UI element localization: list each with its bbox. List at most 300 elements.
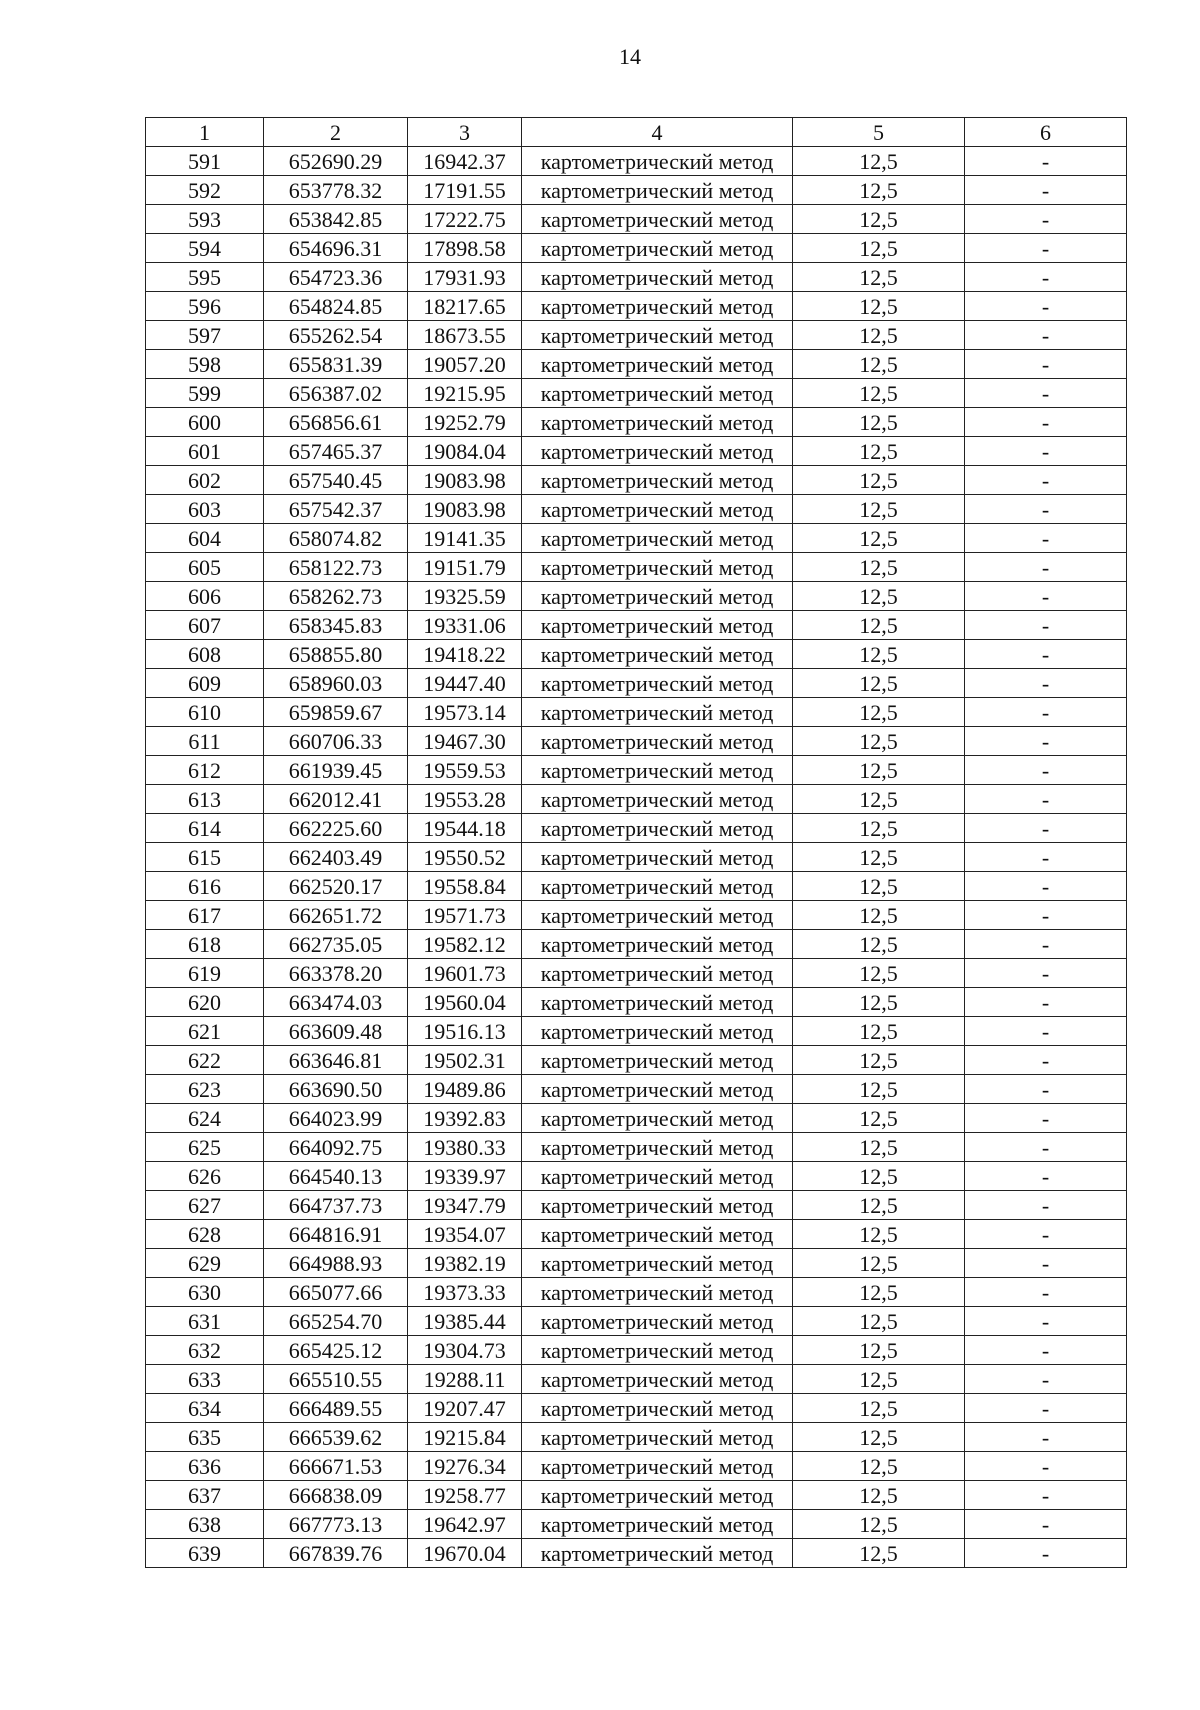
note-cell: - — [965, 147, 1127, 176]
table-row — [146, 1510, 1127, 1539]
accuracy-cell: 12,5 — [793, 988, 965, 1017]
method-cell: картометрический метод — [522, 1133, 793, 1162]
x-coordinate-cell: 654696.31 — [264, 234, 408, 263]
y-coordinate-cell: 17191.55 — [408, 176, 522, 205]
y-coordinate-cell: 19544.18 — [408, 814, 522, 843]
note-cell: - — [965, 1539, 1127, 1568]
point-number-cell: 599 — [146, 379, 264, 408]
accuracy-cell: 12,5 — [793, 930, 965, 959]
method-cell: картометрический метод — [522, 1307, 793, 1336]
y-coordinate-cell: 19339.97 — [408, 1162, 522, 1191]
note-cell: - — [965, 176, 1127, 205]
x-coordinate-cell: 667839.76 — [264, 1539, 408, 1568]
table-row — [146, 524, 1127, 553]
note-cell: - — [965, 1046, 1127, 1075]
y-coordinate-cell: 16942.37 — [408, 147, 522, 176]
note-cell: - — [965, 669, 1127, 698]
table-row — [146, 1539, 1127, 1568]
accuracy-cell: 12,5 — [793, 1510, 965, 1539]
y-coordinate-cell: 19382.19 — [408, 1249, 522, 1278]
method-cell: картометрический метод — [522, 466, 793, 495]
y-coordinate-cell: 19215.95 — [408, 379, 522, 408]
column-header-1: 1 — [146, 118, 264, 147]
point-number-cell: 630 — [146, 1278, 264, 1307]
y-coordinate-cell: 19288.11 — [408, 1365, 522, 1394]
method-cell: картометрический метод — [522, 814, 793, 843]
x-coordinate-cell: 657540.45 — [264, 466, 408, 495]
y-coordinate-cell: 19559.53 — [408, 756, 522, 785]
accuracy-cell: 12,5 — [793, 959, 965, 988]
method-cell: картометрический метод — [522, 234, 793, 263]
note-cell: - — [965, 1191, 1127, 1220]
method-cell: картометрический метод — [522, 1336, 793, 1365]
method-cell: картометрический метод — [522, 1510, 793, 1539]
y-coordinate-cell: 19252.79 — [408, 408, 522, 437]
y-coordinate-cell: 19571.73 — [408, 901, 522, 930]
note-cell: - — [965, 1510, 1127, 1539]
method-cell: картометрический метод — [522, 321, 793, 350]
x-coordinate-cell: 664023.99 — [264, 1104, 408, 1133]
note-cell: - — [965, 756, 1127, 785]
point-number-cell: 631 — [146, 1307, 264, 1336]
table-row — [146, 1046, 1127, 1075]
note-cell: - — [965, 263, 1127, 292]
table-row — [146, 872, 1127, 901]
point-number-cell: 624 — [146, 1104, 264, 1133]
point-number-cell: 606 — [146, 582, 264, 611]
accuracy-cell: 12,5 — [793, 205, 965, 234]
accuracy-cell: 12,5 — [793, 1336, 965, 1365]
accuracy-cell: 12,5 — [793, 495, 965, 524]
note-cell: - — [965, 495, 1127, 524]
note-cell: - — [965, 1278, 1127, 1307]
table-row — [146, 1394, 1127, 1423]
table-row — [146, 698, 1127, 727]
table-row — [146, 1104, 1127, 1133]
accuracy-cell: 12,5 — [793, 814, 965, 843]
x-coordinate-cell: 656387.02 — [264, 379, 408, 408]
y-coordinate-cell: 19385.44 — [408, 1307, 522, 1336]
x-coordinate-cell: 666489.55 — [264, 1394, 408, 1423]
method-cell: картометрический метод — [522, 1394, 793, 1423]
column-header-4: 4 — [522, 118, 793, 147]
accuracy-cell: 12,5 — [793, 843, 965, 872]
table-row — [146, 756, 1127, 785]
y-coordinate-cell: 19347.79 — [408, 1191, 522, 1220]
table-row — [146, 321, 1127, 350]
table-row — [146, 930, 1127, 959]
note-cell: - — [965, 1017, 1127, 1046]
point-number-cell: 619 — [146, 959, 264, 988]
table-row — [146, 988, 1127, 1017]
point-number-cell: 611 — [146, 727, 264, 756]
method-cell: картометрический метод — [522, 785, 793, 814]
method-cell: картометрический метод — [522, 1481, 793, 1510]
accuracy-cell: 12,5 — [793, 1365, 965, 1394]
point-number-cell: 633 — [146, 1365, 264, 1394]
accuracy-cell: 12,5 — [793, 901, 965, 930]
accuracy-cell: 12,5 — [793, 756, 965, 785]
method-cell: картометрический метод — [522, 1423, 793, 1452]
note-cell: - — [965, 292, 1127, 321]
point-number-cell: 634 — [146, 1394, 264, 1423]
y-coordinate-cell: 19084.04 — [408, 437, 522, 466]
note-cell: - — [965, 727, 1127, 756]
y-coordinate-cell: 17931.93 — [408, 263, 522, 292]
column-header-6: 6 — [965, 118, 1127, 147]
point-number-cell: 616 — [146, 872, 264, 901]
point-number-cell: 613 — [146, 785, 264, 814]
y-coordinate-cell: 19325.59 — [408, 582, 522, 611]
note-cell: - — [965, 1249, 1127, 1278]
method-cell: картометрический метод — [522, 1278, 793, 1307]
x-coordinate-cell: 663646.81 — [264, 1046, 408, 1075]
accuracy-cell: 12,5 — [793, 1075, 965, 1104]
table-row — [146, 727, 1127, 756]
x-coordinate-cell: 658345.83 — [264, 611, 408, 640]
point-number-cell: 632 — [146, 1336, 264, 1365]
point-number-cell: 598 — [146, 350, 264, 379]
point-number-cell: 602 — [146, 466, 264, 495]
accuracy-cell: 12,5 — [793, 1046, 965, 1075]
table-row — [146, 1423, 1127, 1452]
method-cell: картометрический метод — [522, 1017, 793, 1046]
y-coordinate-cell: 19258.77 — [408, 1481, 522, 1510]
accuracy-cell: 12,5 — [793, 437, 965, 466]
note-cell: - — [965, 698, 1127, 727]
y-coordinate-cell: 19550.52 — [408, 843, 522, 872]
table-row — [146, 205, 1127, 234]
table-row — [146, 147, 1127, 176]
point-number-cell: 595 — [146, 263, 264, 292]
note-cell: - — [965, 524, 1127, 553]
point-number-cell: 615 — [146, 843, 264, 872]
point-number-cell: 638 — [146, 1510, 264, 1539]
table-row — [146, 1481, 1127, 1510]
point-number-cell: 635 — [146, 1423, 264, 1452]
method-cell: картометрический метод — [522, 930, 793, 959]
accuracy-cell: 12,5 — [793, 466, 965, 495]
accuracy-cell: 12,5 — [793, 640, 965, 669]
table-row — [146, 582, 1127, 611]
x-coordinate-cell: 658960.03 — [264, 669, 408, 698]
accuracy-cell: 12,5 — [793, 698, 965, 727]
y-coordinate-cell: 19642.97 — [408, 1510, 522, 1539]
x-coordinate-cell: 664988.93 — [264, 1249, 408, 1278]
table-row — [146, 1452, 1127, 1481]
method-cell: картометрический метод — [522, 1249, 793, 1278]
table-row — [146, 1133, 1127, 1162]
x-coordinate-cell: 665510.55 — [264, 1365, 408, 1394]
accuracy-cell: 12,5 — [793, 408, 965, 437]
y-coordinate-cell: 19141.35 — [408, 524, 522, 553]
note-cell: - — [965, 350, 1127, 379]
x-coordinate-cell: 663609.48 — [264, 1017, 408, 1046]
x-coordinate-cell: 663474.03 — [264, 988, 408, 1017]
x-coordinate-cell: 661939.45 — [264, 756, 408, 785]
x-coordinate-cell: 665077.66 — [264, 1278, 408, 1307]
accuracy-cell: 12,5 — [793, 263, 965, 292]
y-coordinate-cell: 19151.79 — [408, 553, 522, 582]
point-number-cell: 623 — [146, 1075, 264, 1104]
method-cell: картометрический метод — [522, 379, 793, 408]
header-row — [146, 118, 1127, 147]
x-coordinate-cell: 662225.60 — [264, 814, 408, 843]
method-cell: картометрический метод — [522, 1046, 793, 1075]
x-coordinate-cell: 655831.39 — [264, 350, 408, 379]
table-row — [146, 176, 1127, 205]
note-cell: - — [965, 1452, 1127, 1481]
accuracy-cell: 12,5 — [793, 321, 965, 350]
x-coordinate-cell: 667773.13 — [264, 1510, 408, 1539]
table-row — [146, 1017, 1127, 1046]
note-cell: - — [965, 988, 1127, 1017]
method-cell: картометрический метод — [522, 147, 793, 176]
y-coordinate-cell: 19057.20 — [408, 350, 522, 379]
table-row — [146, 901, 1127, 930]
table-row — [146, 843, 1127, 872]
y-coordinate-cell: 19558.84 — [408, 872, 522, 901]
y-coordinate-cell: 19331.06 — [408, 611, 522, 640]
point-number-cell: 627 — [146, 1191, 264, 1220]
y-coordinate-cell: 19215.84 — [408, 1423, 522, 1452]
table-row — [146, 814, 1127, 843]
accuracy-cell: 12,5 — [793, 1249, 965, 1278]
accuracy-cell: 12,5 — [793, 1220, 965, 1249]
table-row — [146, 234, 1127, 263]
y-coordinate-cell: 19380.33 — [408, 1133, 522, 1162]
accuracy-cell: 12,5 — [793, 1452, 965, 1481]
method-cell: картометрический метод — [522, 582, 793, 611]
method-cell: картометрический метод — [522, 495, 793, 524]
table-row — [146, 1220, 1127, 1249]
y-coordinate-cell: 19573.14 — [408, 698, 522, 727]
x-coordinate-cell: 652690.29 — [264, 147, 408, 176]
x-coordinate-cell: 655262.54 — [264, 321, 408, 350]
method-cell: картометрический метод — [522, 698, 793, 727]
table-row — [146, 292, 1127, 321]
x-coordinate-cell: 665425.12 — [264, 1336, 408, 1365]
method-cell: картометрический метод — [522, 727, 793, 756]
accuracy-cell: 12,5 — [793, 669, 965, 698]
page-number: 14 — [619, 44, 641, 69]
point-number-cell: 626 — [146, 1162, 264, 1191]
method-cell: картометрический метод — [522, 205, 793, 234]
point-number-cell: 639 — [146, 1539, 264, 1568]
note-cell: - — [965, 930, 1127, 959]
note-cell: - — [965, 321, 1127, 350]
note-cell: - — [965, 466, 1127, 495]
point-number-cell: 605 — [146, 553, 264, 582]
accuracy-cell: 12,5 — [793, 611, 965, 640]
note-cell: - — [965, 1423, 1127, 1452]
point-number-cell: 592 — [146, 176, 264, 205]
accuracy-cell: 12,5 — [793, 1017, 965, 1046]
method-cell: картометрический метод — [522, 263, 793, 292]
y-coordinate-cell: 19373.33 — [408, 1278, 522, 1307]
point-number-cell: 603 — [146, 495, 264, 524]
note-cell: - — [965, 1481, 1127, 1510]
point-number-cell: 614 — [146, 814, 264, 843]
x-coordinate-cell: 657465.37 — [264, 437, 408, 466]
y-coordinate-cell: 19354.07 — [408, 1220, 522, 1249]
x-coordinate-cell: 658122.73 — [264, 553, 408, 582]
point-number-cell: 597 — [146, 321, 264, 350]
method-cell: картометрический метод — [522, 437, 793, 466]
y-coordinate-cell: 19083.98 — [408, 466, 522, 495]
x-coordinate-cell: 664092.75 — [264, 1133, 408, 1162]
table-row — [146, 1075, 1127, 1104]
note-cell: - — [965, 843, 1127, 872]
accuracy-cell: 12,5 — [793, 1162, 965, 1191]
x-coordinate-cell: 666671.53 — [264, 1452, 408, 1481]
method-cell: картометрический метод — [522, 1452, 793, 1481]
table-row — [146, 1191, 1127, 1220]
accuracy-cell: 12,5 — [793, 1307, 965, 1336]
accuracy-cell: 12,5 — [793, 872, 965, 901]
x-coordinate-cell: 658855.80 — [264, 640, 408, 669]
table-row — [146, 1278, 1127, 1307]
x-coordinate-cell: 663378.20 — [264, 959, 408, 988]
point-number-cell: 608 — [146, 640, 264, 669]
x-coordinate-cell: 653778.32 — [264, 176, 408, 205]
method-cell: картометрический метод — [522, 292, 793, 321]
x-coordinate-cell: 657542.37 — [264, 495, 408, 524]
x-coordinate-cell: 660706.33 — [264, 727, 408, 756]
note-cell: - — [965, 1162, 1127, 1191]
y-coordinate-cell: 19560.04 — [408, 988, 522, 1017]
point-number-cell: 604 — [146, 524, 264, 553]
x-coordinate-cell: 654824.85 — [264, 292, 408, 321]
x-coordinate-cell: 662012.41 — [264, 785, 408, 814]
x-coordinate-cell: 658074.82 — [264, 524, 408, 553]
y-coordinate-cell: 19447.40 — [408, 669, 522, 698]
x-coordinate-cell: 662520.17 — [264, 872, 408, 901]
accuracy-cell: 12,5 — [793, 147, 965, 176]
method-cell: картометрический метод — [522, 1365, 793, 1394]
method-cell: картометрический метод — [522, 350, 793, 379]
method-cell: картометрический метод — [522, 524, 793, 553]
accuracy-cell: 12,5 — [793, 176, 965, 205]
table-row — [146, 379, 1127, 408]
x-coordinate-cell: 666838.09 — [264, 1481, 408, 1510]
method-cell: картометрический метод — [522, 959, 793, 988]
x-coordinate-cell: 662651.72 — [264, 901, 408, 930]
point-number-cell: 637 — [146, 1481, 264, 1510]
method-cell: картометрический метод — [522, 553, 793, 582]
note-cell: - — [965, 1394, 1127, 1423]
method-cell: картометрический метод — [522, 1539, 793, 1568]
x-coordinate-cell: 664540.13 — [264, 1162, 408, 1191]
coordinates-table — [145, 117, 1127, 1568]
accuracy-cell: 12,5 — [793, 785, 965, 814]
table-row — [146, 437, 1127, 466]
y-coordinate-cell: 19207.47 — [408, 1394, 522, 1423]
note-cell: - — [965, 611, 1127, 640]
table-row — [146, 1249, 1127, 1278]
x-coordinate-cell: 662403.49 — [264, 843, 408, 872]
table-row — [146, 669, 1127, 698]
y-coordinate-cell: 17898.58 — [408, 234, 522, 263]
x-coordinate-cell: 665254.70 — [264, 1307, 408, 1336]
accuracy-cell: 12,5 — [793, 1104, 965, 1133]
method-cell: картометрический метод — [522, 988, 793, 1017]
y-coordinate-cell: 19489.86 — [408, 1075, 522, 1104]
point-number-cell: 596 — [146, 292, 264, 321]
column-header-5: 5 — [793, 118, 965, 147]
y-coordinate-cell: 19553.28 — [408, 785, 522, 814]
accuracy-cell: 12,5 — [793, 234, 965, 263]
note-cell: - — [965, 1075, 1127, 1104]
accuracy-cell: 12,5 — [793, 524, 965, 553]
point-number-cell: 610 — [146, 698, 264, 727]
point-number-cell: 601 — [146, 437, 264, 466]
point-number-cell: 591 — [146, 147, 264, 176]
accuracy-cell: 12,5 — [793, 553, 965, 582]
point-number-cell: 594 — [146, 234, 264, 263]
y-coordinate-cell: 19502.31 — [408, 1046, 522, 1075]
table-row — [146, 350, 1127, 379]
note-cell: - — [965, 814, 1127, 843]
accuracy-cell: 12,5 — [793, 292, 965, 321]
point-number-cell: 600 — [146, 408, 264, 437]
x-coordinate-cell: 654723.36 — [264, 263, 408, 292]
method-cell: картометрический метод — [522, 1191, 793, 1220]
method-cell: картометрический метод — [522, 872, 793, 901]
table-row — [146, 1307, 1127, 1336]
y-coordinate-cell: 19083.98 — [408, 495, 522, 524]
point-number-cell: 612 — [146, 756, 264, 785]
y-coordinate-cell: 18673.55 — [408, 321, 522, 350]
table-row — [146, 1365, 1127, 1394]
accuracy-cell: 12,5 — [793, 1278, 965, 1307]
note-cell: - — [965, 901, 1127, 930]
y-coordinate-cell: 19392.83 — [408, 1104, 522, 1133]
table-row — [146, 959, 1127, 988]
accuracy-cell: 12,5 — [793, 1133, 965, 1162]
table-row — [146, 1162, 1127, 1191]
method-cell: картометрический метод — [522, 408, 793, 437]
note-cell: - — [965, 959, 1127, 988]
x-coordinate-cell: 663690.50 — [264, 1075, 408, 1104]
y-coordinate-cell: 18217.65 — [408, 292, 522, 321]
point-number-cell: 620 — [146, 988, 264, 1017]
note-cell: - — [965, 553, 1127, 582]
method-cell: картометрический метод — [522, 669, 793, 698]
table-row — [146, 611, 1127, 640]
note-cell: - — [965, 785, 1127, 814]
table-row — [146, 466, 1127, 495]
x-coordinate-cell: 658262.73 — [264, 582, 408, 611]
note-cell: - — [965, 1220, 1127, 1249]
x-coordinate-cell: 662735.05 — [264, 930, 408, 959]
y-coordinate-cell: 17222.75 — [408, 205, 522, 234]
point-number-cell: 625 — [146, 1133, 264, 1162]
y-coordinate-cell: 19304.73 — [408, 1336, 522, 1365]
accuracy-cell: 12,5 — [793, 727, 965, 756]
table-row — [146, 408, 1127, 437]
y-coordinate-cell: 19418.22 — [408, 640, 522, 669]
method-cell: картометрический метод — [522, 176, 793, 205]
note-cell: - — [965, 437, 1127, 466]
column-header-2: 2 — [264, 118, 408, 147]
point-number-cell: 636 — [146, 1452, 264, 1481]
point-number-cell: 607 — [146, 611, 264, 640]
accuracy-cell: 12,5 — [793, 1394, 965, 1423]
table-row — [146, 263, 1127, 292]
point-number-cell: 622 — [146, 1046, 264, 1075]
x-coordinate-cell: 664737.73 — [264, 1191, 408, 1220]
